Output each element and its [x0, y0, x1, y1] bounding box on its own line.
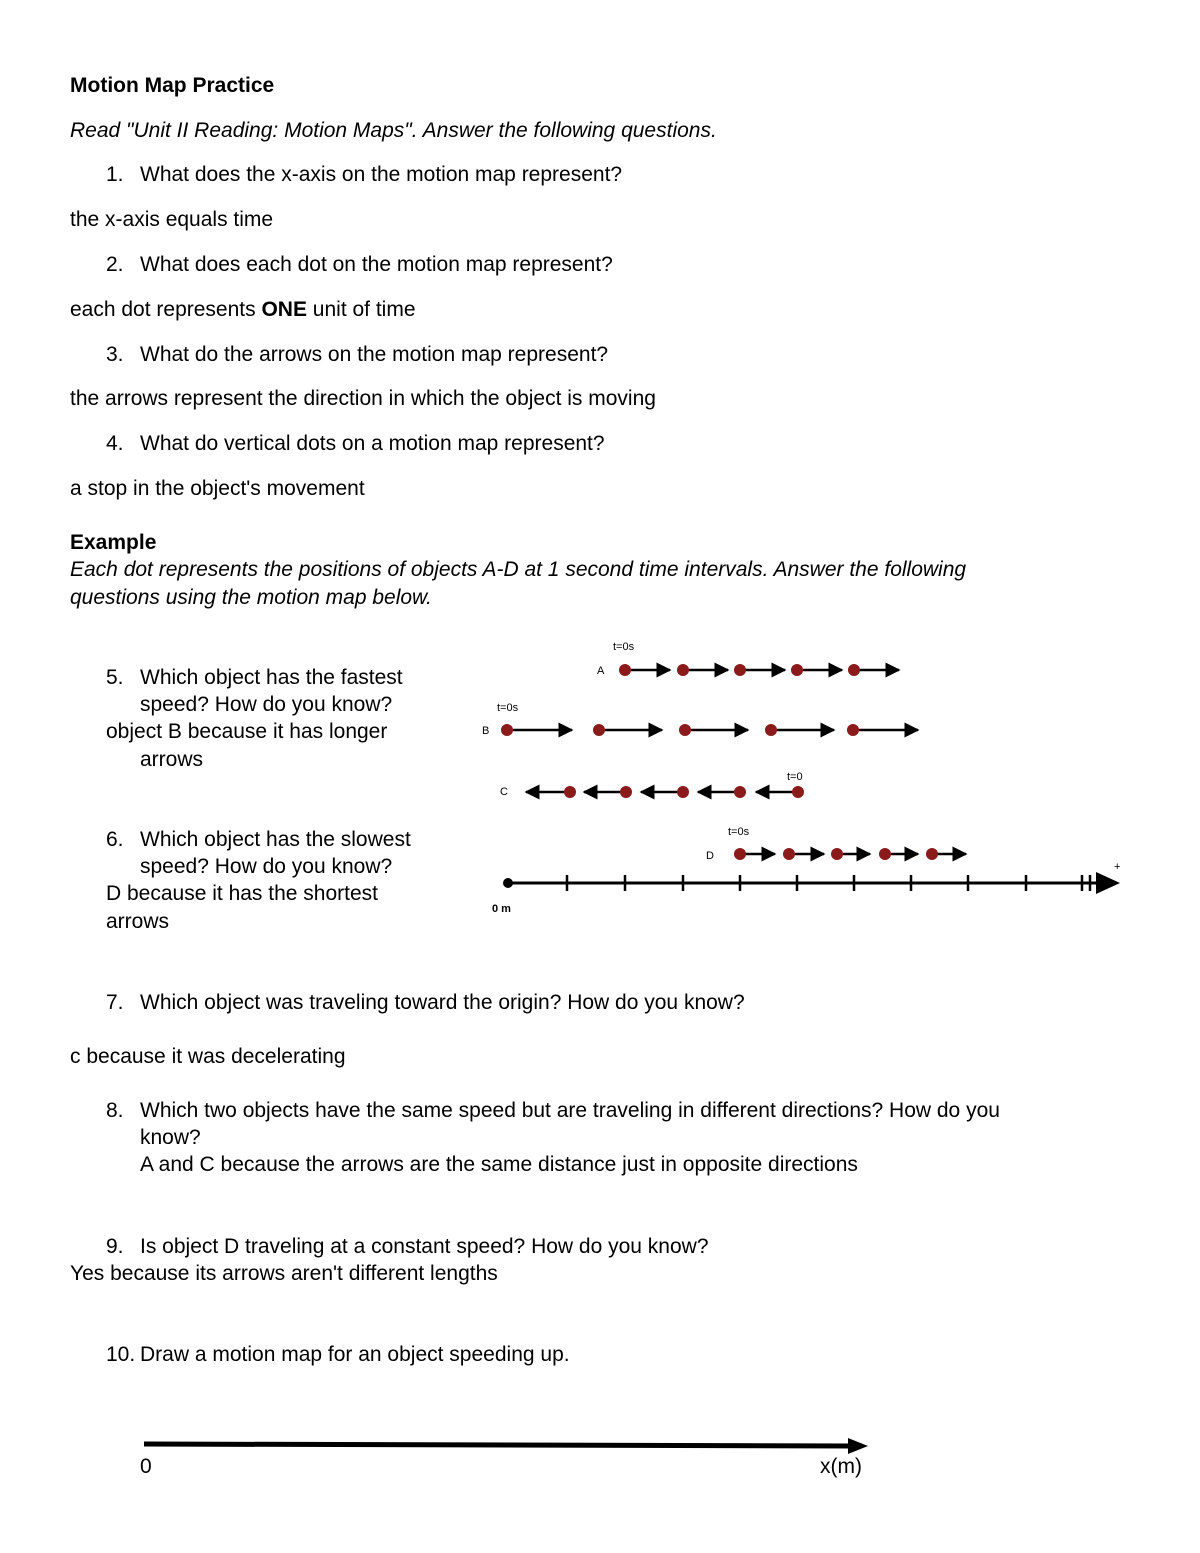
question-text: Which object was traveling toward the origin? How do you know?	[140, 991, 745, 1014]
answer-9: Yes because its arrows aren't different lengths	[70, 1262, 498, 1285]
question-10	[106, 1342, 570, 1368]
example-heading: Example	[70, 531, 157, 554]
question-2	[106, 252, 613, 278]
answer-6-cont: arrows	[106, 910, 170, 933]
question-number: 7.	[106, 991, 124, 1014]
answer-1: the x-axis equals time	[70, 208, 274, 231]
page-title: Motion Map Practice	[70, 74, 275, 97]
row-c-label: C	[500, 786, 508, 798]
row-a-label: A	[597, 665, 605, 677]
question-number: 8.	[106, 1099, 124, 1122]
question-number: 2.	[106, 253, 124, 276]
question-text: What do the arrows on the motion map represent?	[140, 343, 609, 366]
example-description: Each dot represents the positions of objects A-D at 1 second time intervals. Answer the following	[70, 558, 967, 581]
answer-6: D because it has the shortest	[106, 882, 378, 905]
answer-5-cont: arrows	[140, 748, 204, 771]
axis-zero-label: 0	[140, 1455, 152, 1478]
question-text: What does each dot on the motion map represent?	[140, 253, 613, 276]
question-text: What do vertical dots on a motion map represent?	[140, 432, 605, 455]
question-number: 6.	[106, 828, 124, 851]
question-1	[106, 162, 622, 188]
answer-7: c because it was decelerating	[70, 1045, 346, 1068]
question-8-cont: know?	[140, 1126, 201, 1149]
row-c-time-label: t=0	[787, 771, 803, 783]
question-8	[106, 1098, 1000, 1124]
answer-3: the arrows represent the direction in which the object is moving	[70, 387, 656, 410]
answer-5: object B because it has longer	[106, 720, 388, 743]
question-5-cont: speed? How do you know?	[140, 693, 393, 716]
question-number: 3.	[106, 343, 124, 366]
position-axis	[492, 861, 1120, 915]
question-number: 1.	[106, 163, 124, 186]
positive-direction-label: +	[1114, 861, 1121, 873]
answer-4: a stop in the object's movement	[70, 477, 365, 500]
question-number: 4.	[106, 432, 124, 455]
question-text: Is object D traveling at a constant speed? How do you know?	[140, 1235, 709, 1258]
question-6-cont: speed? How do you know?	[140, 855, 393, 878]
question-7	[106, 990, 745, 1016]
row-d-time-label: t=0s	[728, 826, 750, 838]
question-text: Which object has the fastest	[140, 666, 403, 689]
row-b-label: B	[482, 725, 490, 737]
answer-8: A and C because the arrows are the same distance just in opposite directions	[140, 1153, 858, 1176]
question-text: Draw a motion map for an object speeding up.	[140, 1343, 570, 1366]
answer-text: each dot represents	[70, 298, 262, 321]
question-4	[106, 431, 605, 457]
row-a-time-label: t=0s	[613, 641, 635, 653]
row-b-time-label: t=0s	[497, 702, 519, 714]
row-d-label: D	[706, 850, 714, 862]
question-text: Which two objects have the same speed but are traveling in different directions? How do you	[140, 1099, 1000, 1122]
question-number: 10.	[106, 1343, 136, 1366]
drawing-axis	[140, 1432, 880, 1462]
question-number: 9.	[106, 1235, 124, 1258]
answer-emphasis: ONE	[261, 298, 307, 321]
question-number: 5.	[106, 666, 124, 689]
question-6	[106, 827, 411, 853]
answer-2	[70, 297, 416, 323]
instructions: Read "Unit II Reading: Motion Maps". Answer the following questions.	[70, 119, 717, 142]
question-9	[106, 1234, 709, 1260]
answer-text: unit of time	[306, 298, 416, 321]
question-3	[106, 342, 608, 368]
origin-label: 0 m	[492, 903, 511, 915]
axis-x-label: x(m)	[820, 1455, 862, 1478]
example-description-cont: questions using the motion map below.	[70, 586, 432, 609]
question-5	[106, 665, 403, 691]
question-text: What does the x-axis on the motion map represent?	[140, 163, 623, 186]
question-text: Which object has the slowest	[140, 828, 411, 851]
motion-map-figure	[470, 630, 1140, 930]
